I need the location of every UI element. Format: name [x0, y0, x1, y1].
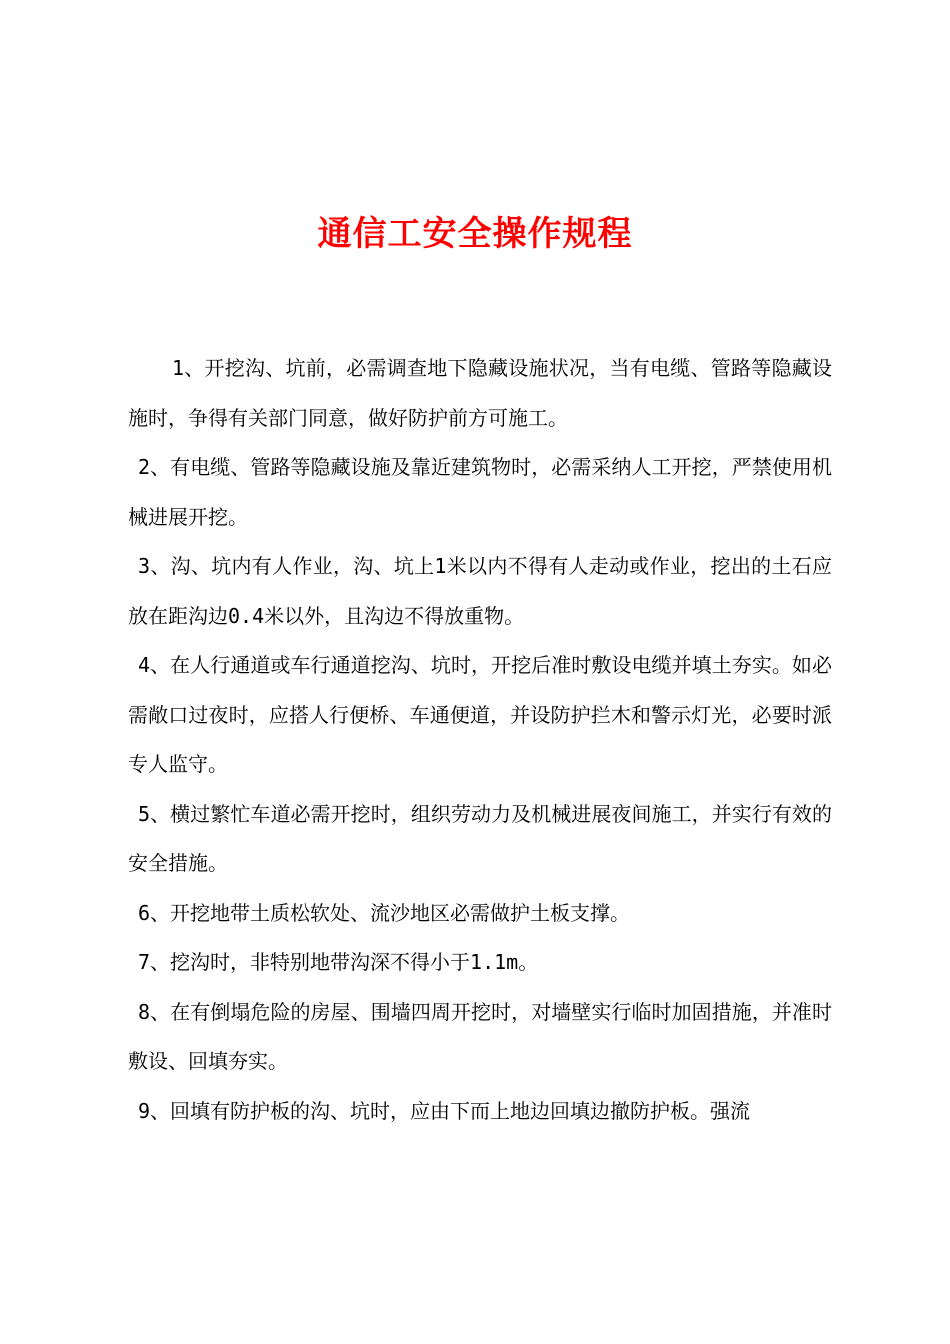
page-title: 通信工安全操作规程 — [317, 214, 633, 254]
paragraph-3: 3、沟、坑内有人作业，沟、坑上1米以内不得有人走动或作业，挖出的土石应放在距沟边0.4米以外，且沟边不得放重物。 — [128, 554, 832, 628]
paragraph-2: 2、有电缆、管路等隐藏设施及靠近建筑物时，必需采纳人工开挖，严禁使用机械进展开挖。 — [128, 455, 832, 529]
paragraph-8: 8、在有倒塌危险的房屋、围墙四周开挖时，对墙壁实行临时加固措施，并准时敷设、回填夯实。 — [128, 999, 832, 1073]
paragraph-4: 4、在人行通道或车行通道挖沟、坑时，开挖后准时敷设电缆并填土夯实。如必需敞口过夜时，应搭人行便桥、车通便道，并设防护拦木和警示灯光，必要时派专人监守。 — [128, 653, 832, 776]
paragraph-9: 9、回填有防护板的沟、坑时，应由下而上地边回填边撤防护板。强流 — [138, 1098, 751, 1123]
paragraph-6: 6、开挖地带土质松软处、流沙地区必需做护土板支撑。 — [138, 900, 631, 925]
paragraph-7: 7、挖沟时，非特别地带沟深不得小于1.1m。 — [138, 950, 539, 974]
paragraph-1: 1、开挖沟、坑前，必需调查地下隐藏设施状况，当有电缆、管路等隐藏设施时，争得有关部门同意，做好防护前方可施工。 — [128, 356, 832, 430]
paragraph-5: 5、横过繁忙车道必需开挖时，组织劳动力及机械进展夜间施工，并实行有效的安全措施。 — [128, 801, 832, 875]
document-body — [128, 344, 832, 1136]
